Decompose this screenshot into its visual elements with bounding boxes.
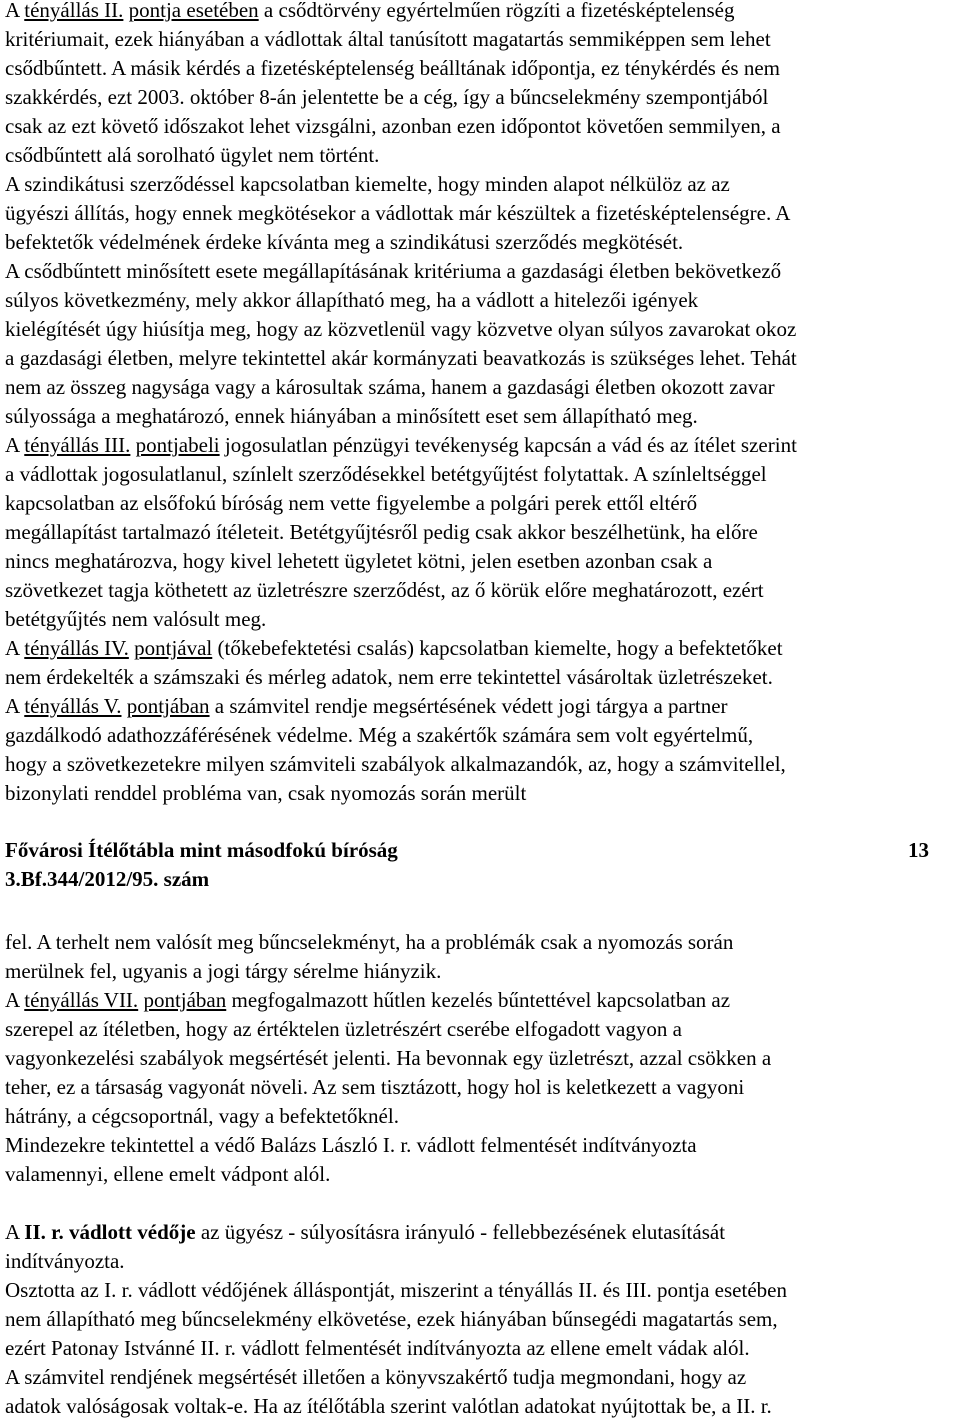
text-run: a számvitel rendje megsértésének védett jogi tárgya a partner xyxy=(209,694,728,718)
text-line: befektetők védelmének érdeke kívánta meg a szindikátusi szerződés megkötését. xyxy=(5,230,684,254)
text-run: A xyxy=(5,433,25,457)
text-line: kapcsolatban az elsőfokú bíróság nem vette figyelembe a polgári perek ettől eltérő xyxy=(5,491,698,515)
text-line: súlyossága a meghatározó, ennek hiányában a minősített eset sem állapítható meg. xyxy=(5,404,698,428)
text-run: A xyxy=(5,636,25,660)
underlined-reference: tényállás IV. xyxy=(24,636,129,660)
text-line xyxy=(5,634,957,663)
underlined-reference: tényállás III. xyxy=(24,433,131,457)
text-line: A szindikátusi szerződéssel kapcsolatban kiemelte, hogy minden alapot nélkülöz az az xyxy=(5,172,730,196)
text-run: megfogalmazott hűtlen kezelés bűntettével kapcsolatban az xyxy=(226,988,731,1012)
text-line: Mindezekre tekintettel a védő Balázs László I. r. vádlott felmentését indítványozta xyxy=(5,1133,697,1157)
text-line: merülnek fel, ugyanis a jogi tárgy sérelme hiányzik. xyxy=(5,959,442,983)
text-line: indítványozta. xyxy=(5,1249,125,1273)
text-line: gazdálkodó adathozzáférésének védelme. Még a szakértők számára sem volt egyértelmű, xyxy=(5,723,754,747)
text-line: ezért Patonay Istvánné II. r. vádlott felmentését indítványozta az ellene emelt vádak alól. xyxy=(5,1336,750,1360)
text-line: Osztotta az I. r. vádlott védőjének álláspontját, miszerint a tényállás II. és III. pontja esetében xyxy=(5,1278,787,1302)
document-body-bottom xyxy=(5,928,957,1421)
underlined-reference: tényállás VII. xyxy=(24,988,139,1012)
bold-reference: II. r. vádlott védője xyxy=(24,1220,196,1244)
text-line: csak az ezt követő időszakot lehet vizsgálni, azonban ezen időpontot követően semmilyen, a xyxy=(5,114,781,138)
text-line: szerepel az ítéletben, hogy az értéktelen üzletrészért cserébe elfogadott vagyon a xyxy=(5,1017,682,1041)
text-line: fel. A terhelt nem valósít meg bűncselekményt, ha a problémák csak a nyomozás során xyxy=(5,930,734,954)
text-line: A számvitel rendjének megsértését illetően a könyvszakértő tudja megmondani, hogy az xyxy=(5,1365,747,1389)
text-line: súlyos következmény, mely akkor állapítható meg, ha a vádlott a hitelezői igények xyxy=(5,288,699,312)
underlined-reference: pontjában xyxy=(143,988,227,1012)
text-line: nem állapítható meg bűncselekmény elkövetése, ezek hiányában bűnsegédi magatartás sem, xyxy=(5,1307,778,1331)
text-run: A xyxy=(5,988,25,1012)
text-line: a gazdasági életben, melyre tekintettel akár kormányzati beavatkozás is szükséges lehet. Tehát xyxy=(5,346,797,370)
text-line: szakkérdés, ezt 2003. október 8-án jelentette be a cég, így a bűncselekmény szempontjából xyxy=(5,85,769,109)
text-line: ügyészi állítás, hogy ennek megkötésekor a vádlottak már készültek a fizetésképtelenségre. A xyxy=(5,201,791,225)
text-line: csődbűntett alá sorolható ügylet nem történt. xyxy=(5,143,380,167)
page-number: 13 xyxy=(908,838,929,862)
document-body-top xyxy=(5,0,957,808)
underlined-reference: tényállás II. xyxy=(24,0,124,22)
text-line xyxy=(5,431,957,460)
text-line: kielégítését úgy hiúsítja meg, hogy az közvetlenül vagy közvetve olyan súlyos zavarokat okoz xyxy=(5,317,797,341)
text-line: kritériumait, ezek hiányában a vádlottak által tanúsított magatartás semmiképpen sem lehet xyxy=(5,27,771,51)
text-line: bizonylati renddel probléma van, csak nyomozás során merült xyxy=(5,781,527,805)
text-run: (tőkebefektetési csalás) kapcsolatban kiemelte, hogy a befektetőket xyxy=(212,636,783,660)
text-line xyxy=(5,692,957,721)
underlined-reference: tényállás V. xyxy=(24,694,122,718)
text-line: teher, ez a társaság vagyonát növeli. Az sem tisztázott, hogy hol is keletkezett a vagyoni xyxy=(5,1075,745,1099)
text-line: valamennyi, ellene emelt vádpont alól. xyxy=(5,1162,331,1186)
text-run: az ügyész - súlyosításra irányuló - fellebbezésének elutasítását xyxy=(195,1220,726,1244)
text-run: jogosulatlan pénzügyi tevékenység kapcsán a vád és az ítélet szerint xyxy=(219,433,797,457)
court-name: Fővárosi Ítélőtábla mint másodfokú bíróság xyxy=(5,838,398,862)
text-line xyxy=(5,0,957,25)
court-name-line xyxy=(5,836,957,865)
underlined-reference: pontjával xyxy=(134,636,213,660)
text-run: A xyxy=(5,694,25,718)
underlined-reference: pontjabeli xyxy=(135,433,220,457)
page-header xyxy=(5,836,957,894)
text-line: hogy a szövetkezetekre milyen számviteli szabályok alkalmazandók, az, hogy a számvitellel, xyxy=(5,752,786,776)
text-line xyxy=(5,1218,957,1247)
text-line: csődbűntett. A másik kérdés a fizetésképtelenség beálltának időpontja, ez ténykérdés és nem xyxy=(5,56,780,80)
text-run: A xyxy=(5,0,25,22)
text-line: nincs meghatározva, hogy kivel lehetett ügyletet kötni, jelen esetben azonban csak a xyxy=(5,549,713,573)
text-line: megállapítást tartalmazó ítéleteit. Betétgyűjtésről pedig csak akkor beszélhetünk, ha előre xyxy=(5,520,758,544)
text-line: hátrány, a cégcsoportnál, vagy a befektetőknél. xyxy=(5,1104,399,1128)
text-run: A xyxy=(5,1220,25,1244)
text-line xyxy=(5,986,957,1015)
case-number: 3.Bf.344/2012/95. szám xyxy=(5,867,210,891)
text-line: nem érdekelték a számszaki és mérleg adatok, nem erre tekintettel vásároltak üzletrészeket. xyxy=(5,665,773,689)
text-run: a csődtörvény egyértelműen rögzíti a fizetésképtelenség xyxy=(258,0,735,22)
paragraph-gap xyxy=(5,1189,957,1218)
text-line: betétgyűjtés nem valósult meg. xyxy=(5,607,267,631)
underlined-reference: pontja esetében xyxy=(128,0,259,22)
text-line: nem az összeg nagysága vagy a károsultak száma, hanem a gazdasági életben okozott zavar xyxy=(5,375,775,399)
text-line: A csődbűntett minősített esete megállapításának kritériuma a gazdasági életben bekövetkező xyxy=(5,259,782,283)
underlined-reference: pontjában xyxy=(126,694,210,718)
text-line: vagyonkezelési szabályok megsértését jelenti. Ha bevonnak egy üzletrészt, azzal csökken a xyxy=(5,1046,772,1070)
text-line: szövetkezet tagja köthetett az üzletrészre szerződést, az ő körük előre meghatározott, ezért xyxy=(5,578,764,602)
text-line: a vádlottak jogosulatlanul, színlelt szerződésekkel betétgyűjtést folytattak. A színleltséggel xyxy=(5,462,767,486)
text-line: adatok valóságosak voltak-e. Ha az ítélőtábla szerint valótlan adatokat nyújtottak be, a II. r. xyxy=(5,1394,772,1418)
